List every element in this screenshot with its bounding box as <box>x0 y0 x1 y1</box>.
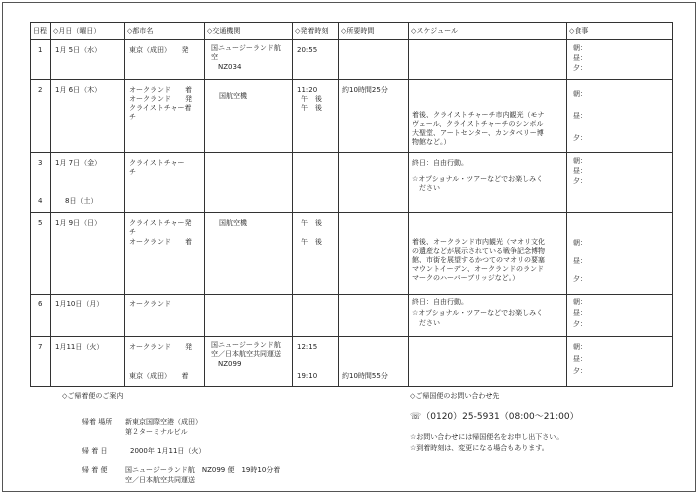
schedule-line: 終日：自由行動。 <box>412 159 468 167</box>
city: オークランド 発 <box>129 343 192 351</box>
time: 11:20 <box>297 86 318 94</box>
city: 東京（成田） 着 <box>129 372 189 380</box>
itinerary-table <box>30 22 673 387</box>
date: 1月 5日（水） <box>55 46 102 54</box>
time: 午 後 <box>301 104 322 112</box>
schedule-line: 館、市街を展望するかつてのマオリの要塞 <box>412 256 545 264</box>
table-row <box>31 337 673 387</box>
header-schedule: ◇スケジュール <box>409 23 567 40</box>
schedule-line: ださい <box>412 319 440 327</box>
day-number: 3 <box>38 159 43 167</box>
contact-note: ☆到着時刻は、変更になる場合もあります。 <box>410 444 549 452</box>
schedule-line: ヴェール、クライストチャーチのシンボル <box>412 120 544 128</box>
schedule-line: ☆オプショナル・ツアーなどでお楽しみく <box>412 175 544 183</box>
meal-lunch: 昼： <box>573 257 587 265</box>
city: オークランド 着 <box>129 86 192 94</box>
meal-breakfast: 朝： <box>573 343 587 351</box>
day-number: 5 <box>38 219 43 227</box>
header-date: ◇月日（曜日） <box>51 23 125 40</box>
day-number: 2 <box>38 86 43 94</box>
city: チ <box>129 113 136 121</box>
schedule-line: マウントイーデン、オークランドのランド <box>412 265 544 273</box>
table-row <box>31 80 673 153</box>
transport-line: 国ニュージーランド航 <box>211 341 281 349</box>
city: オークランド 発 <box>129 95 192 103</box>
header-meals: ◇食事 <box>567 23 673 40</box>
schedule-line: 大聖堂、アートセンター、カンタベリー博 <box>412 129 544 137</box>
city: 東京（成田） 発 <box>129 46 189 54</box>
date: 1月10日（月） <box>55 300 104 308</box>
table-row <box>31 153 673 213</box>
schedule-line: ださい <box>412 184 440 192</box>
day-number: 4 <box>38 197 43 205</box>
meal-lunch: 昼： <box>573 54 587 62</box>
time: 12:15 <box>297 343 318 351</box>
city: クライストチャー発 <box>129 219 192 227</box>
table-row <box>31 295 673 337</box>
time: 午 後 <box>301 95 322 103</box>
schedule-line: マークのハーバーブリッジなど。） <box>412 274 520 282</box>
schedule-line: 着後、オークランド市内観光（マオリ文化 <box>412 238 545 246</box>
meal-lunch: 昼： <box>573 355 587 363</box>
return-flight-line: 国ニュージーランド航 NZ099 便 19時10分着 <box>125 466 281 474</box>
return-flight-line: 空／日本航空共同運送 <box>125 476 195 484</box>
meal-breakfast: 朝： <box>573 157 587 165</box>
transport-line: 空 <box>211 53 218 61</box>
header-city: ◇都市名 <box>125 23 205 40</box>
meal-breakfast: 朝： <box>573 44 587 52</box>
contact-note: ☆お問い合わせには帰国便名をお申し出下さい。 <box>410 433 564 441</box>
table-row <box>31 213 673 295</box>
return-place-label: 帰着 場所 <box>82 418 113 426</box>
meal-dinner: 夕： <box>573 367 587 375</box>
header-row <box>31 23 673 40</box>
meal-dinner: 夕： <box>573 64 587 72</box>
return-place-line: 第２ターミナルビル <box>125 428 188 436</box>
day-number: 6 <box>38 300 43 308</box>
city: クライストチャー着 <box>129 104 192 112</box>
date: 8日（土） <box>65 197 98 205</box>
return-heading: ◇ご帰着便のご案内 <box>62 392 124 400</box>
time: 19:10 <box>297 372 318 380</box>
contact-phone: ☏（0120）25-5931（08:00～21:00） <box>410 412 579 422</box>
city: オークランド 着 <box>129 238 192 246</box>
flight-number: NZ034 <box>211 63 242 71</box>
return-date-value: 2000年 1月11日（火） <box>130 447 206 455</box>
return-place-line: 新東京国際空港（成田） <box>125 418 202 426</box>
meal-lunch: 昼： <box>573 309 587 317</box>
schedule-line: 終日：自由行動。 <box>412 298 468 306</box>
header-departure: ◇発着時刻 <box>293 23 339 40</box>
city: チ <box>129 168 136 176</box>
city: オークランド <box>129 300 171 308</box>
meal-breakfast: 朝： <box>573 298 587 306</box>
schedule-line: 物館など。） <box>412 138 451 146</box>
meal-dinner: 夕： <box>573 134 587 142</box>
meal-lunch: 昼： <box>573 112 587 120</box>
header-day: 日程 <box>31 23 51 40</box>
header-duration: ◇所要時間 <box>339 23 409 40</box>
day-number: 1 <box>38 46 43 54</box>
return-flight-label: 帰 着 便 <box>82 466 108 474</box>
flight-number: NZ099 <box>211 360 242 368</box>
city: クライストチャー <box>129 159 185 167</box>
date: 1月 6日（木） <box>55 86 102 94</box>
date: 1月 7日（金） <box>55 159 102 167</box>
meal-breakfast: 朝： <box>573 90 587 98</box>
time: 午 後 <box>301 238 322 246</box>
header-transport: ◇交通機関 <box>205 23 293 40</box>
transport-line: 国ニュージーランド航 <box>211 44 281 52</box>
meal-dinner: 夕： <box>573 320 587 328</box>
meal-dinner: 夕： <box>573 177 587 185</box>
duration: 約10時間25分 <box>342 86 388 94</box>
meal-breakfast: 朝： <box>573 239 587 247</box>
date: 1月11日（火） <box>55 343 104 351</box>
transport-line: 国航空機 <box>219 219 247 227</box>
day-number: 7 <box>38 343 43 351</box>
transport-line: 空／日本航空共同運送 <box>211 350 281 358</box>
table-row <box>31 40 673 80</box>
schedule-line: の遺産などが展示されている戦争記念博物 <box>412 247 545 255</box>
transport-line: 国航空機 <box>219 92 247 100</box>
date: 1月 9日（日） <box>55 219 102 227</box>
meal-lunch: 昼： <box>573 167 587 175</box>
duration: 約10時間55分 <box>342 372 388 380</box>
return-date-label: 帰 着 日 <box>82 447 108 455</box>
contact-heading: ◇ご帰国便のお問い合わせ先 <box>410 392 500 400</box>
time: 20:55 <box>297 46 318 54</box>
time: 午 後 <box>301 219 322 227</box>
city: チ <box>129 228 136 236</box>
schedule-line: 着後、クライストチャーチ市内観光（モナ <box>412 111 545 119</box>
meal-dinner: 夕： <box>573 275 587 283</box>
schedule-line: ☆オプショナル・ツアーなどでお楽しみく <box>412 309 544 317</box>
